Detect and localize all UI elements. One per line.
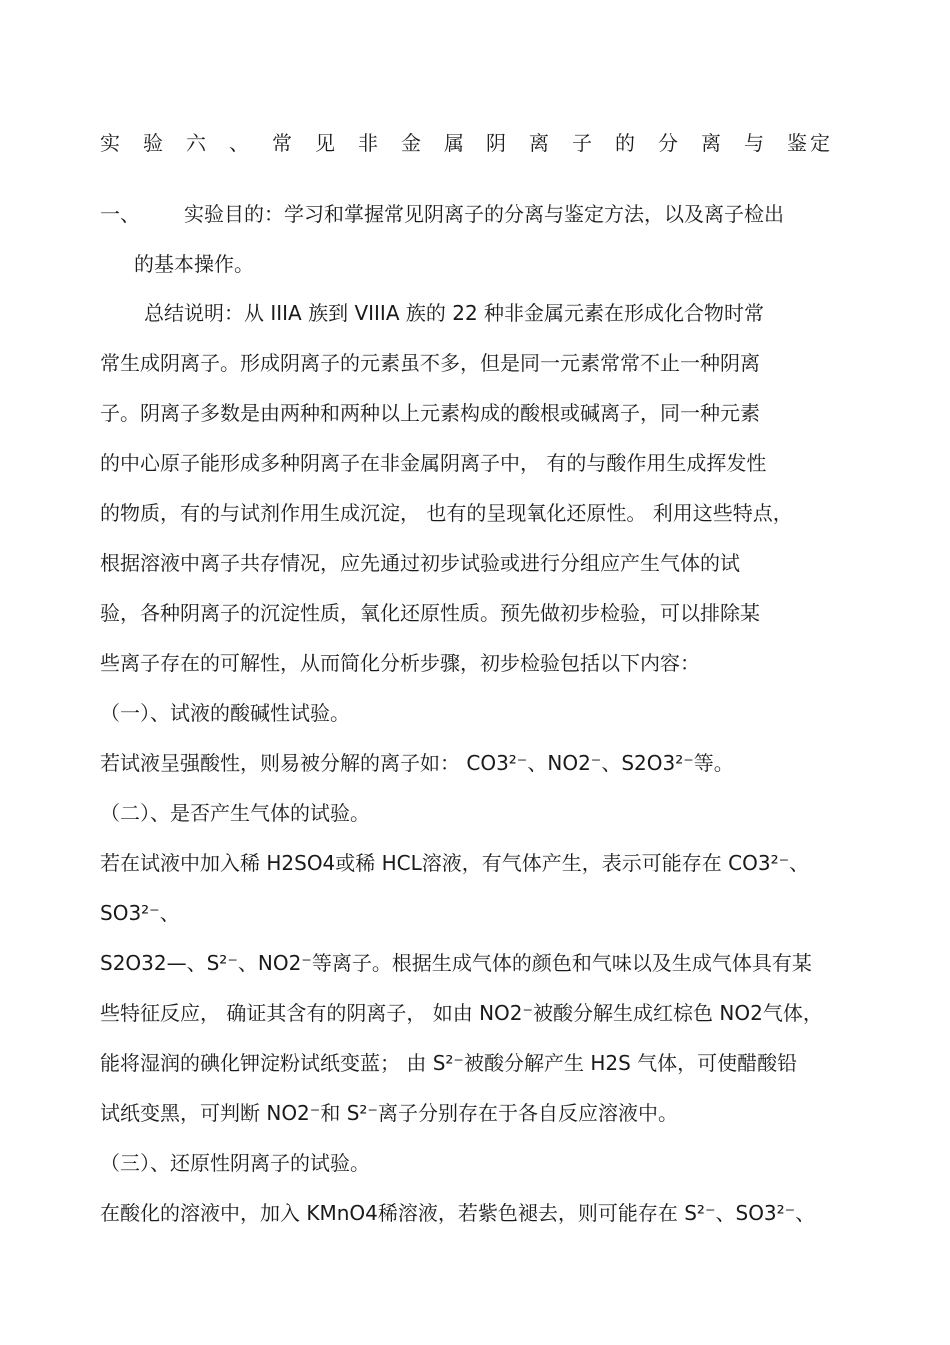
section-1-number: 一、 <box>100 202 140 226</box>
heading-gas-test: （二）、是否产生气体的试验。 <box>100 801 370 825</box>
title-char: 的 <box>615 131 635 155</box>
gas-test-line: 能将湿润的碘化钾淀粉试纸变蓝； 由 S²⁻被酸分解产生 H2S 气体，可使醋酸铅 <box>100 1051 798 1075</box>
summary-line: 的中心原子能形成多种阴离子在非金属阴离子中， 有的与酸作用生成挥发性 <box>100 451 767 475</box>
title-char: 金 <box>401 131 421 155</box>
title-char: 见 <box>315 131 335 155</box>
gas-test-line: S2O32—、S²⁻、NO2⁻等离子。根据生成气体的颜色和气味以及生成气体具有某 <box>100 951 812 975</box>
summary-line: 的物质，有的与试剂作用生成沉淀， 也有的呈现氧化还原性。 利用这些特点， <box>100 501 793 525</box>
reduction-test-line: 在酸化的溶液中，加入 KMnO4稀溶液，若紫色褪去，则可能存在 S²⁻、SO3²⁻、 <box>100 1201 816 1225</box>
title-char: 验 <box>143 131 163 155</box>
section-1-text: 实验目的：学习和掌握常见阴离子的分离与鉴定方法，以及离子检出 <box>184 202 784 226</box>
summary-line: 常生成阴离子。形成阴离子的元素虽不多，但是同一元素常常不止一种阴离 <box>100 351 760 375</box>
summary-line: 验，各种阴离子的沉淀性质，氧化还原性质。预先做初步检验，可以排除某 <box>100 601 760 625</box>
summary-line: 子。阴离子多数是由两种和两种以上元素构成的酸根或碱离子，同一种元素 <box>100 401 760 425</box>
title-char: 阴 <box>486 131 506 155</box>
title-char: 六 <box>186 131 206 155</box>
title-char: 离 <box>701 131 721 155</box>
title-char: 实 <box>100 131 120 155</box>
summary-line: 总结说明：从 IIIA 族到 VIIIA 族的 22 种非金属元素在形成化合物时常 <box>144 301 765 325</box>
section-1-line-1 <box>100 201 784 227</box>
title-char: 鉴 <box>787 131 807 155</box>
summary-line: 些离子存在的可解性，从而简化分析步骤，初步检验包括以下内容： <box>100 651 700 675</box>
title-char: 非 <box>358 131 378 155</box>
title-char: 定 <box>810 131 830 155</box>
gas-test-line: 若在试液中加入稀 H2SO4或稀 HCL溶液，有气体产生，表示可能存在 CO3²⁻、 <box>100 851 810 875</box>
title-char: 分 <box>658 131 678 155</box>
summary-line: 根据溶液中离子共存情况，应先通过初步试验或进行分组应产生气体的试 <box>100 551 740 575</box>
heading-acid-test: （一）、试液的酸碱性试验。 <box>100 701 350 725</box>
title-char: 、 <box>229 131 249 155</box>
gas-test-line: 试纸变黑，可判断 NO2⁻和 S²⁻离子分别存在于各自反应溶液中。 <box>100 1101 678 1125</box>
gas-test-line: 些特征反应， 确证其含有的阴离子， 如由 NO2⁻被酸分解生成红棕色 NO2气体， <box>100 1001 823 1025</box>
acid-test-line: 若试液呈强酸性，则易被分解的离子如： CO3²⁻、NO2⁻、S2O3²⁻等。 <box>100 751 734 775</box>
heading-reduction-test: （三）、还原性阴离子的试验。 <box>100 1151 370 1175</box>
title-char: 属 <box>444 131 464 155</box>
title-char: 离 <box>529 131 549 155</box>
title-char: 常 <box>272 131 292 155</box>
gas-test-line: SO3²⁻、 <box>100 901 180 925</box>
title-char: 与 <box>744 131 764 155</box>
section-1-line-2: 的基本操作。 <box>134 252 254 276</box>
title-char: 子 <box>572 131 592 155</box>
